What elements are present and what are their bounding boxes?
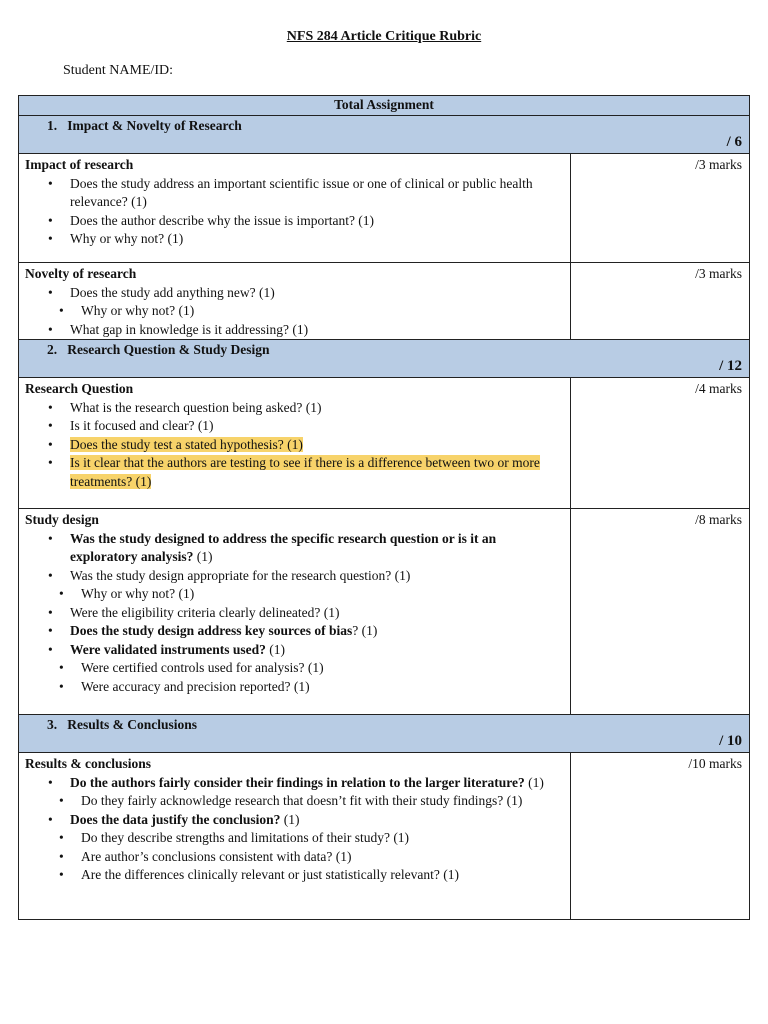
criterion-cell — [19, 753, 571, 920]
section-title: 2. Research Question & Study Design — [47, 342, 270, 357]
section-row — [19, 340, 750, 378]
criterion-heading: Novelty of research — [25, 266, 137, 281]
list-item: • Is it focused and clear? (1) — [25, 417, 564, 436]
list-item: • Were accuracy and precision reported? (1) — [25, 678, 564, 697]
student-name-label: Student NAME/ID: — [63, 63, 174, 78]
criterion-row — [19, 154, 750, 263]
criterion-cell — [19, 154, 571, 263]
criterion-cell — [19, 509, 571, 715]
marks-cell: /10 marks — [571, 753, 750, 920]
list-item: • Do the authors fairly consider their findings in relation to the larger literature? (1) — [25, 774, 564, 793]
section-score: / 10 — [719, 733, 742, 749]
list-item: • Does the data justify the conclusion? (1) — [25, 811, 564, 830]
criterion-row — [19, 263, 750, 340]
criterion-row — [19, 509, 750, 715]
list-item: • Does the study add anything new? (1) — [25, 284, 564, 303]
list-item: • Does the author describe why the issue is important? (1) — [25, 212, 564, 231]
criterion-heading: Impact of research — [25, 157, 134, 172]
list-item: • Were certified controls used for analysis? (1) — [25, 659, 564, 678]
list-item — [25, 454, 564, 491]
highlighted-text: Does the study test a stated hypothesis? (1) — [70, 436, 303, 452]
list-item: • What is the research question being asked? (1) — [25, 399, 564, 418]
marks-cell: /4 marks — [571, 378, 750, 509]
highlighted-text: Is it clear that the authors are testing to see if there is a difference between two or more treatments? (1) — [70, 455, 540, 489]
list-item: • Does the study design address key sources of bias? (1) — [25, 622, 564, 641]
section-row — [19, 715, 750, 753]
criterion-row — [19, 753, 750, 920]
criterion-list — [25, 399, 564, 492]
criterion-heading: Research Question — [25, 381, 134, 396]
document-title: NFS 284 Article Critique Rubric — [286, 29, 482, 44]
list-item: • Why or why not? (1) — [25, 230, 564, 249]
list-item — [25, 436, 564, 455]
list-item: • Why or why not? (1) — [25, 585, 564, 604]
section-title: 1. Impact & Novelty of Research — [47, 118, 242, 133]
criterion-row — [19, 378, 750, 509]
list-item: • What gap in knowledge is it addressing? (1) — [25, 321, 564, 340]
marks-cell: /3 marks — [571, 154, 750, 263]
criterion-heading: Study design — [25, 512, 99, 527]
list-item: • Were the eligibility criteria clearly delineated? (1) — [25, 604, 564, 623]
criterion-list — [25, 175, 564, 249]
marks-cell: /3 marks — [571, 263, 750, 340]
list-item: • Are the differences clinically relevant or just statistically relevant? (1) — [25, 866, 564, 885]
list-item: • Do they describe strengths and limitations of their study? (1) — [25, 829, 564, 848]
list-item: • Why or why not? (1) — [25, 302, 564, 321]
section-score: / 12 — [719, 358, 742, 374]
criterion-cell — [19, 263, 571, 340]
rubric-table — [18, 95, 750, 920]
total-assignment-row — [19, 96, 750, 116]
criterion-list — [25, 284, 564, 340]
criterion-list — [25, 774, 564, 885]
list-item: • Was the study design appropriate for the research question? (1) — [25, 567, 564, 586]
section-header — [19, 116, 750, 154]
list-item: • Was the study designed to address the specific research question or is it an exploratory analysis? (1) — [25, 530, 564, 567]
list-item: • Do they fairly acknowledge research that doesn’t fit with their study findings? (1) — [25, 792, 564, 811]
section-header — [19, 340, 750, 378]
criterion-cell — [19, 378, 571, 509]
section-score: / 6 — [726, 134, 742, 150]
section-title: 3. Results & Conclusions — [47, 717, 198, 732]
list-item: • Were validated instruments used? (1) — [25, 641, 564, 660]
total-assignment-header: Total Assignment — [19, 96, 750, 116]
criterion-heading: Results & conclusions — [25, 756, 152, 771]
marks-cell: /8 marks — [571, 509, 750, 715]
list-item: • Does the study address an important scientific issue or one of clinical or public health relevance? (1) — [25, 175, 564, 212]
criterion-list — [25, 530, 564, 697]
section-row — [19, 116, 750, 154]
section-header — [19, 715, 750, 753]
list-item: • Are author’s conclusions consistent with data? (1) — [25, 848, 564, 867]
